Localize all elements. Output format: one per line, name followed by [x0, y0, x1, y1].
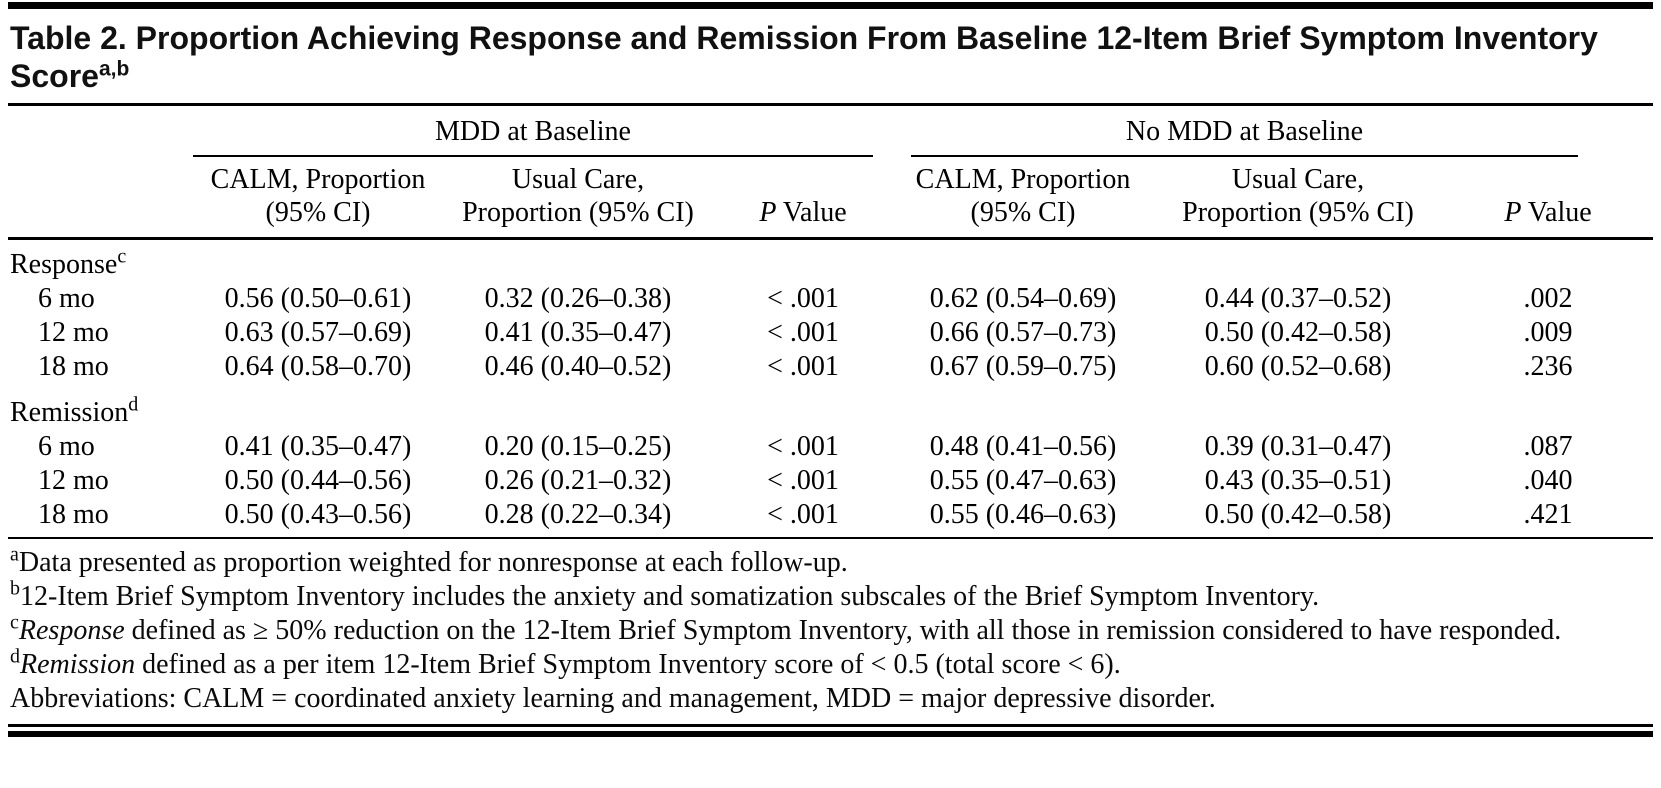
cell-usual-no-mdd: 0.50 (0.42–0.58) — [1204, 317, 1392, 348]
cell-usual-no-mdd: 0.39 (0.31–0.47) — [1204, 431, 1392, 462]
stub-spacer — [8, 106, 193, 157]
row-label: 6 mo — [38, 283, 95, 314]
cell-usual-no-mdd: 0.60 (0.52–0.68) — [1204, 351, 1392, 382]
footnote-marker: d — [10, 645, 20, 668]
cell-usual-no-mdd: 0.44 (0.37–0.52) — [1204, 283, 1392, 314]
top-rule — [8, 2, 1653, 9]
footnote-a — [10, 543, 1651, 580]
col-header-pvalue-mdd: P Value — [713, 157, 893, 239]
cell-pvalue-no-mdd: .040 — [1523, 465, 1573, 496]
footnote-c — [10, 611, 1651, 648]
cell-usual-no-mdd: 0.50 (0.42–0.58) — [1153, 498, 1443, 538]
results-table — [8, 106, 1653, 539]
table-title-text: Table 2. Proportion Achieving Response and Remission From Baseline 12-Item Brief Symptom Inventory Score — [10, 20, 1598, 94]
footnotes — [8, 539, 1653, 716]
cell-pvalue-no-mdd: .002 — [1523, 283, 1573, 314]
col-header-usual-care-mdd: Usual Care, Proportion (95% CI) — [443, 157, 713, 239]
bottom-rule — [8, 724, 1653, 737]
row-label: 6 mo — [38, 431, 95, 462]
section-superscript: d — [128, 393, 139, 416]
footnote-b — [10, 577, 1651, 614]
stub-header — [8, 157, 193, 239]
footnote-marker: c — [10, 611, 19, 634]
footnote-text: Data presented as proportion weighted for nonresponse at each follow-up. — [18, 547, 848, 578]
section-row-response — [8, 239, 1653, 283]
footnote-abbreviations — [10, 682, 1651, 716]
cell-usual-mdd: 0.26 (0.21–0.32) — [484, 465, 672, 496]
column-group-mdd-label: MDD at Baseline — [193, 116, 873, 157]
column-group-no-mdd-label: No MDD at Baseline — [911, 116, 1578, 157]
footnote-marker: a — [10, 543, 19, 566]
row-label: 18 mo — [38, 351, 109, 382]
cell-calm-mdd: 0.41 (0.35–0.47) — [224, 431, 412, 462]
table-row — [8, 464, 1653, 498]
cell-pvalue-no-mdd: .236 — [1523, 351, 1573, 382]
footnote-italic-term: Remission — [20, 649, 136, 680]
row-label: 18 mo — [8, 498, 193, 538]
cell-pvalue-mdd: < .001 — [767, 317, 839, 348]
col-header-calm-no-mdd: CALM, Proportion (95% CI) — [893, 157, 1153, 239]
cell-usual-mdd: 0.46 (0.40–0.52) — [484, 351, 672, 382]
cell-calm-mdd: 0.56 (0.50–0.61) — [224, 283, 412, 314]
footnote-marker: b — [10, 577, 20, 600]
footnote-text: 12-Item Brief Symptom Inventory includes the anxiety and somatization subscales of the Brief Symptom Inventory. — [20, 581, 1320, 612]
table-row — [8, 430, 1653, 464]
cell-pvalue-no-mdd: .087 — [1523, 431, 1573, 462]
cell-calm-no-mdd: 0.67 (0.59–0.75) — [929, 351, 1117, 382]
cell-pvalue-mdd: < .001 — [767, 283, 839, 314]
footnote-text: Abbreviations: CALM = coordinated anxiety learning and management, MDD = major depressive disorder. — [10, 683, 1216, 714]
col-header-calm-mdd: CALM, Proportion (95% CI) — [193, 157, 443, 239]
cell-pvalue-mdd: < .001 — [713, 498, 893, 538]
spanner-row — [8, 106, 1653, 157]
cell-calm-mdd: 0.64 (0.58–0.70) — [224, 351, 412, 382]
cell-calm-mdd: 0.50 (0.43–0.56) — [193, 498, 443, 538]
cell-calm-no-mdd: 0.48 (0.41–0.56) — [929, 431, 1117, 462]
footnote-text: defined as ≥ 50% reduction on the 12-Item Brief Symptom Inventory, with all those in remission considered to have responded. — [124, 615, 1562, 646]
cell-calm-no-mdd: 0.62 (0.54–0.69) — [929, 283, 1117, 314]
column-group-mdd — [193, 106, 893, 157]
footnote-text: defined as a per item 12-Item Brief Symptom Inventory score of < 0.5 (total score < 6). — [135, 649, 1121, 680]
cell-usual-no-mdd: 0.43 (0.35–0.51) — [1204, 465, 1392, 496]
table-title-superscript: a,b — [98, 57, 130, 81]
col-header-usual-care-no-mdd: Usual Care, Proportion (95% CI) — [1153, 157, 1443, 239]
section-label: Remission — [10, 397, 129, 428]
cell-usual-mdd: 0.28 (0.22–0.34) — [443, 498, 713, 538]
cell-pvalue-no-mdd: .421 — [1443, 498, 1653, 538]
table-title — [8, 9, 1653, 106]
cell-calm-mdd: 0.63 (0.57–0.69) — [224, 317, 412, 348]
column-group-no-mdd — [893, 106, 1653, 157]
footnote-d — [10, 645, 1651, 682]
section-cell — [8, 239, 1653, 283]
section-label: Response — [10, 249, 118, 280]
cell-pvalue-mdd: < .001 — [767, 465, 839, 496]
table-row — [8, 498, 1653, 538]
section-cell — [8, 384, 1653, 430]
table-row — [8, 316, 1653, 350]
table-row — [8, 282, 1653, 316]
section-row-remission — [8, 384, 1653, 430]
cell-usual-mdd: 0.32 (0.26–0.38) — [484, 283, 672, 314]
cell-calm-no-mdd: 0.55 (0.46–0.63) — [893, 498, 1153, 538]
row-label: 12 mo — [38, 465, 109, 496]
cell-usual-mdd: 0.20 (0.15–0.25) — [484, 431, 672, 462]
cell-calm-no-mdd: 0.55 (0.47–0.63) — [929, 465, 1117, 496]
table-row — [8, 350, 1653, 384]
cell-usual-mdd: 0.41 (0.35–0.47) — [484, 317, 672, 348]
cell-pvalue-no-mdd: .009 — [1523, 317, 1573, 348]
col-header-pvalue-no-mdd: P Value — [1443, 157, 1653, 239]
cell-calm-no-mdd: 0.66 (0.57–0.73) — [929, 317, 1117, 348]
section-superscript: c — [117, 245, 127, 268]
row-label: 12 mo — [38, 317, 109, 348]
footnote-italic-term: Response — [18, 615, 125, 646]
cell-pvalue-mdd: < .001 — [767, 431, 839, 462]
column-header-row — [8, 157, 1653, 239]
cell-pvalue-mdd: < .001 — [767, 351, 839, 382]
cell-calm-mdd: 0.50 (0.44–0.56) — [224, 465, 412, 496]
